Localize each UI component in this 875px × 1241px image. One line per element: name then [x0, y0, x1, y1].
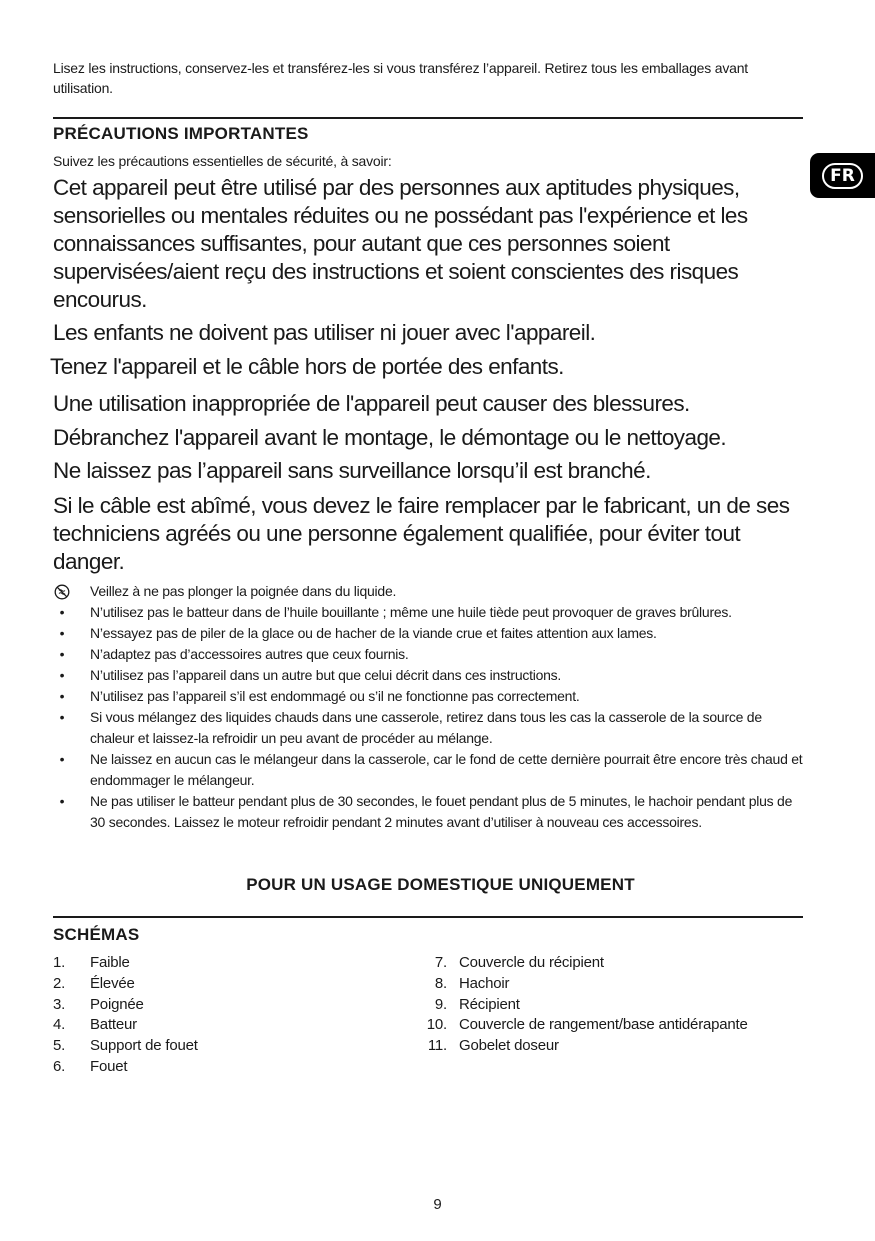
list-item [53, 686, 808, 707]
part-label: Fouet [90, 1057, 128, 1075]
list-item [53, 749, 808, 791]
warning-paragraph: Tenez l'appareil et le câble hors de portée des enfants. [50, 354, 564, 379]
part-number: 5. [53, 1037, 66, 1055]
bullet-icon: • [59, 709, 65, 725]
bullet-icon: • [59, 667, 65, 683]
part-item [53, 1036, 198, 1057]
part-label: Élevée [90, 974, 135, 992]
language-tab [810, 153, 875, 198]
diagram-parts-list-right [420, 953, 748, 1057]
part-label: Support de fouet [90, 1037, 198, 1055]
list-item [53, 623, 808, 644]
part-item [420, 974, 748, 995]
part-number: 9. [434, 995, 447, 1013]
part-item [53, 974, 198, 995]
part-item [420, 953, 748, 974]
part-label: Gobelet doseur [459, 1037, 559, 1055]
intro-text: Lisez les instructions, conservez-les et transférez-les si vous transférez l’appareil. Retirez tous les emballages avant utilisation. [53, 60, 748, 96]
list-item [53, 644, 808, 665]
part-item [420, 1036, 748, 1057]
part-number: 10. [426, 1016, 447, 1034]
list-item-text: Si vous mélangez des liquides chauds dans une casserole, retirez dans tous les cas la casserole de la source de chaleur et laissez-la refroidir un peu avant de procéder au mélange. [90, 709, 762, 746]
part-number: 11. [427, 1037, 447, 1055]
bullet-icon: • [59, 625, 65, 641]
list-item-text: N’utilisez pas le batteur dans de l’huile bouillante ; même une huile tiède peut provoquer de graves brûlures. [90, 604, 732, 620]
precautions-title: PRÉCAUTIONS IMPORTANTES [53, 124, 309, 143]
warning-paragraph: Ne laissez pas l’appareil sans surveillance lorsqu’il est branché. [53, 458, 651, 483]
part-label: Couvercle de rangement/base antidérapante [459, 1016, 748, 1034]
part-label: Poignée [90, 995, 144, 1013]
part-number: 1. [53, 954, 66, 971]
part-item [53, 1015, 198, 1036]
list-item-text: Ne pas utiliser le batteur pendant plus de 30 secondes, le fouet pendant plus de 5 minutes, le hachoir pendant plus de 30 secondes. Laissez le moteur refroidir pendant 2 minutes avant d’utiliser à nouveau ces accessoires. [90, 793, 793, 830]
part-label: Hachoir [459, 974, 510, 992]
list-item [53, 665, 808, 686]
bullet-icon: • [59, 793, 65, 809]
part-number: 7. [434, 954, 447, 971]
diagram-parts-list-left [53, 953, 198, 1078]
section-divider [53, 916, 803, 918]
list-item [53, 602, 808, 623]
list-item-text: N’adaptez pas d’accessoires autres que ceux fournis. [90, 646, 409, 662]
precautions-lead: Suivez les précautions essentielles de sécurité, à savoir: [53, 153, 392, 169]
part-item [53, 953, 198, 974]
domestic-use-notice: POUR UN USAGE DOMESTIQUE UNIQUEMENT [246, 875, 635, 894]
part-number: 4. [53, 1016, 66, 1034]
part-item [53, 995, 198, 1016]
list-item-text: Veillez à ne pas plonger la poignée dans du liquide. [90, 583, 397, 599]
list-item-text: Ne laissez en aucun cas le mélangeur dans la casserole, car le fond de cette dernière pourrait être encore très chaud et endommager le mélangeur. [90, 751, 803, 788]
list-item [53, 791, 808, 833]
warning-paragraph: Une utilisation inappropriée de l'appareil peut causer des blessures. [53, 391, 690, 416]
part-item [420, 995, 748, 1016]
part-label: Faible [90, 954, 130, 971]
warning-paragraph: Les enfants ne doivent pas utiliser ni jouer avec l'appareil. [53, 320, 596, 345]
section-divider [53, 117, 803, 119]
warning-paragraph: Cet appareil peut être utilisé par des personnes aux aptitudes physiques, sensorielles ou mentales réduites ou ne possédant pas l'expérience et les connaissances suffisantes, pour autant que ces personnes soient supervisées/aient reçu des instructions et soient conscientes des risques encourus. [53, 175, 748, 312]
bullet-icon: • [59, 646, 65, 662]
bullet-icon: • [59, 604, 65, 620]
part-item [420, 1015, 748, 1036]
bullet-icon: • [59, 688, 65, 704]
part-item [53, 1057, 198, 1078]
part-label: Récipient [459, 995, 520, 1013]
precautions-list [53, 581, 808, 833]
bullet-icon: • [59, 751, 65, 767]
list-item-text: N’essayez pas de piler de la glace ou de hacher de la viande crue et faites attention aux lames. [90, 625, 657, 641]
list-item [53, 707, 808, 749]
part-number: 8. [434, 974, 447, 992]
warning-paragraph: Débranchez l'appareil avant le montage, le démontage ou le nettoyage. [53, 425, 727, 450]
part-number: 6. [53, 1057, 66, 1075]
diagrams-title: SCHÉMAS [53, 925, 140, 944]
part-label: Couvercle du récipient [459, 954, 604, 971]
part-number: 2. [53, 974, 66, 992]
list-item [53, 581, 808, 602]
language-label: FR [822, 163, 863, 189]
list-item-text: N’utilisez pas l’appareil dans un autre but que celui décrit dans ces instructions. [90, 667, 562, 683]
list-item-text: N’utilisez pas l’appareil s’il est endommagé ou s’il ne fonctionne pas correctement. [90, 688, 580, 704]
warning-paragraph: Si le câble est abîmé, vous devez le faire remplacer par le fabricant, un de ses techniciens agréés ou une personne également qualifiée, pour éviter tout danger. [53, 493, 790, 574]
part-label: Batteur [90, 1016, 137, 1034]
page-number: 9 [433, 1196, 442, 1213]
part-number: 3. [53, 995, 66, 1013]
